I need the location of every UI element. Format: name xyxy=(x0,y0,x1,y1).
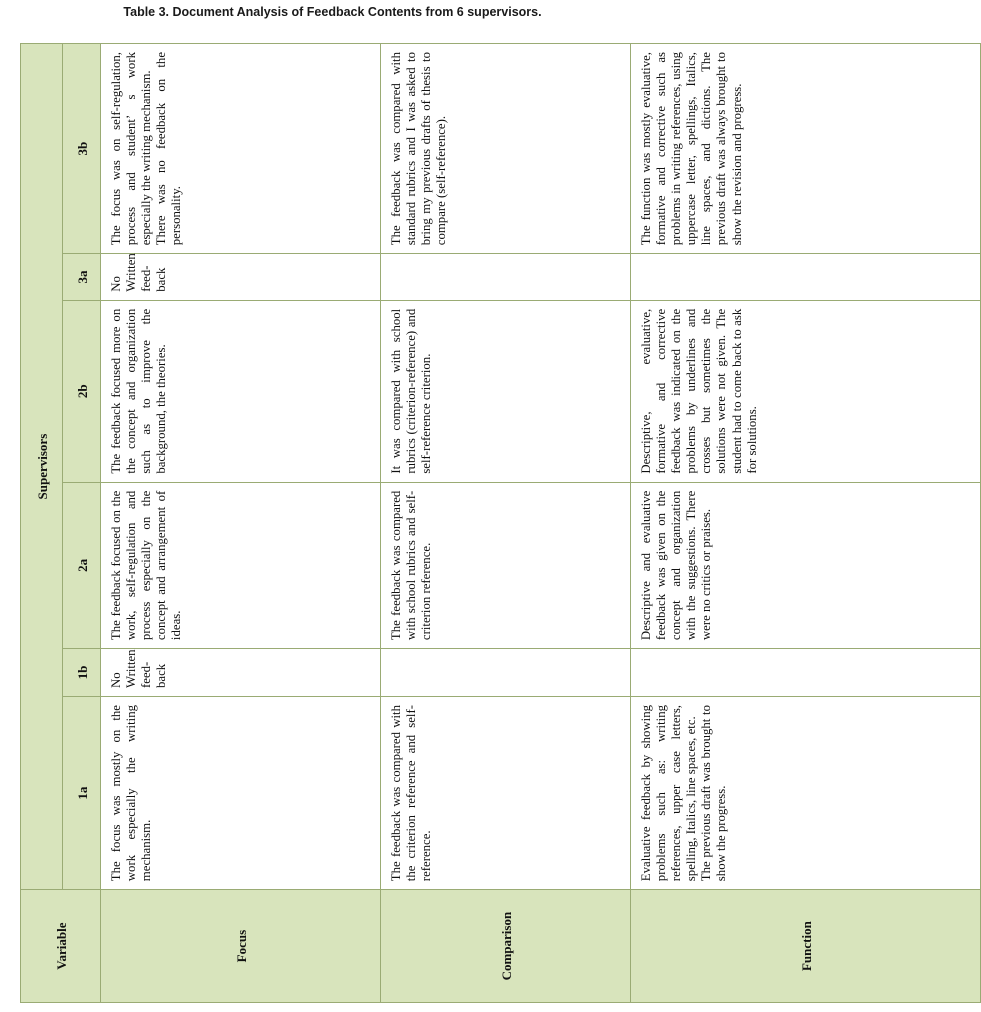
supervisor-2b: 2b xyxy=(63,300,101,482)
focus-3b: The focus was on self-regulation, process and student’ s work especially the writing mechanism. There was no feedback on the personality. xyxy=(101,44,381,254)
supervisor-1a: 1a xyxy=(63,697,101,890)
table-row xyxy=(101,44,381,1003)
focus-1a: The focus was mostly on the work especially the writing mechanism. xyxy=(101,697,381,890)
row-label-focus: Focus xyxy=(101,890,381,1003)
feedback-analysis-table xyxy=(20,43,981,1003)
supervisor-3b: 3b xyxy=(63,44,101,254)
focus-3a: No Written feed-back xyxy=(101,254,381,301)
header-row xyxy=(21,44,63,1003)
function-2b: Descriptive, evaluative, formative and corrective feedback was indicated on the problems by underlines and crosses but sometimes the solutions were not given. The student had to come back to ask for solutions. xyxy=(631,300,981,482)
function-1a: Evaluative feedback by showing problems such as: writing references, upper case letters, spelling, Italics, line spaces, etc. The previous draft was brought to show the progress. xyxy=(631,697,981,890)
function-1b xyxy=(631,649,981,697)
function-2a: Descriptive and evaluative feedback was given on the concept and organization with the suggestions. There were no critics or praises. xyxy=(631,482,981,648)
variable-header: Variable xyxy=(21,890,101,1003)
function-3b: The function was mostly evaluative, formative and corrective such as problems in writing references, using uppercase letter, spellings, Italics, line spaces, and dictions. The previous draft was always brought to show the revision and progress. xyxy=(631,44,981,254)
supervisors-header: Supervisors xyxy=(21,44,63,890)
table-row xyxy=(631,44,981,1003)
supervisor-row xyxy=(63,44,101,1003)
row-label-comparison: Comparison xyxy=(381,890,631,1003)
function-3a xyxy=(631,254,981,301)
comparison-2a: The feedback was compared with school rubrics and self-criterion reference. xyxy=(381,482,631,648)
comparison-3b: The feedback was compared with standard rubrics and I was asked to bring my previous drafts of thesis to compare (self-reference). xyxy=(381,44,631,254)
rotated-table-wrapper xyxy=(20,43,814,1003)
focus-1b: No Written feed-back xyxy=(101,649,381,697)
table-caption: Table 3. Document Analysis of Feedback Contents from 6 supervisors. xyxy=(123,5,542,19)
supervisor-1b: 1b xyxy=(63,649,101,697)
comparison-3a xyxy=(381,254,631,301)
focus-2a: The feedback focused on the work, self-regulation and process especially on the concept and arrangement of ideas. xyxy=(101,482,381,648)
table-row xyxy=(381,44,631,1003)
comparison-1a: The feedback was compared with the criterion reference and self-reference. xyxy=(381,697,631,890)
row-label-function: Function xyxy=(631,890,981,1003)
focus-2b: The feedback focused more on the concept and organization such as to improve the background, the theories. xyxy=(101,300,381,482)
comparison-1b xyxy=(381,649,631,697)
comparison-2b: It was compared with school rubrics (criterion-reference) and self-reference criterion. xyxy=(381,300,631,482)
supervisor-3a: 3a xyxy=(63,254,101,301)
supervisor-2a: 2a xyxy=(63,482,101,648)
